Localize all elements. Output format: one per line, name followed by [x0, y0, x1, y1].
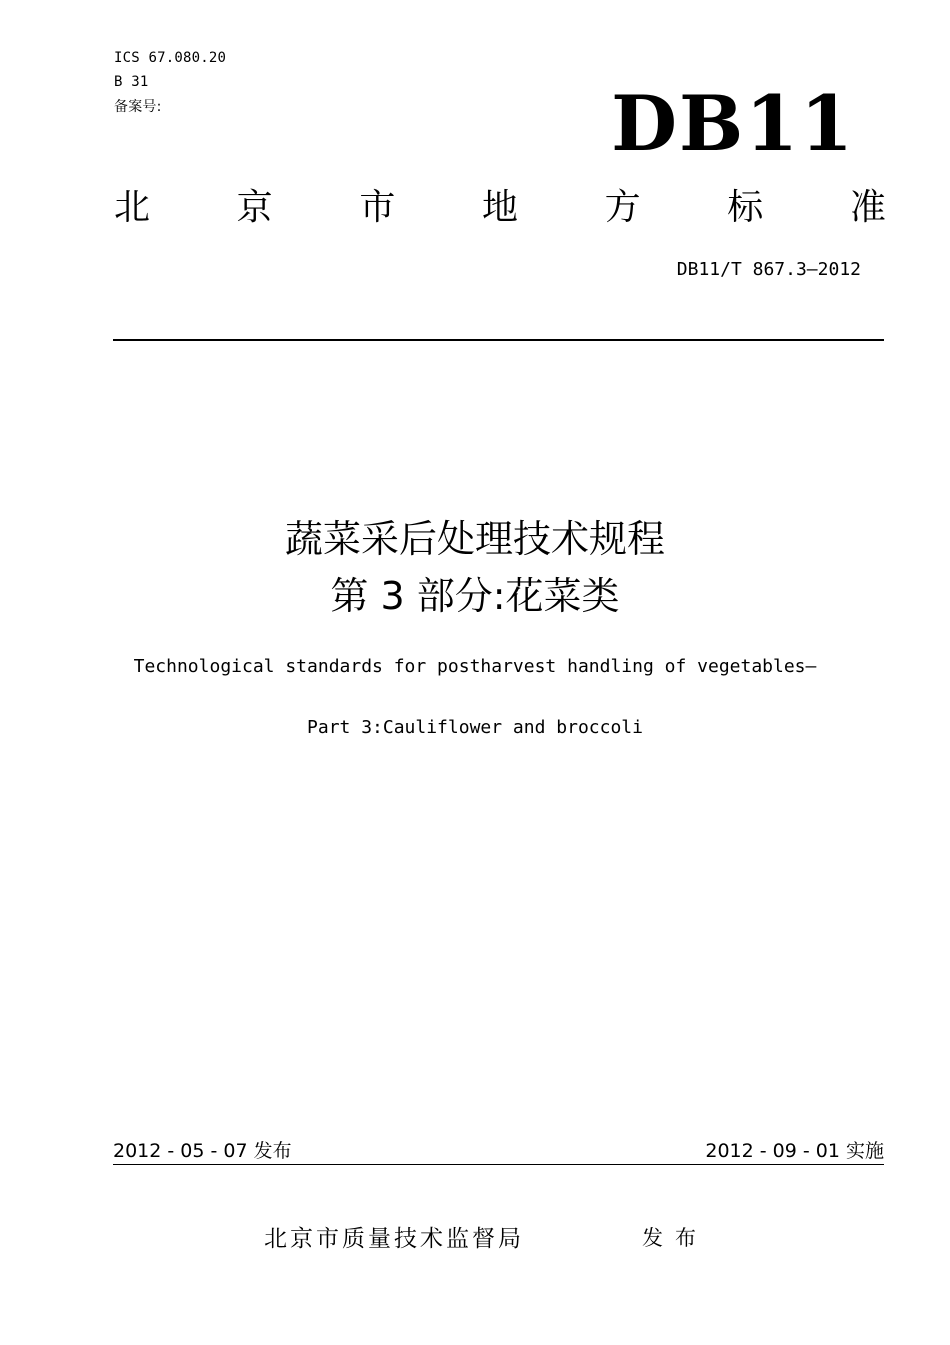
title-chinese-line-2: 第 3 部分:花菜类: [330, 574, 620, 618]
footer-divider: [113, 1164, 884, 1165]
title-chinese-line-1: 蔬菜采后处理技术规程: [284, 517, 665, 561]
header-divider: [113, 339, 884, 341]
ics-code: ICS 67.080.20: [114, 50, 227, 66]
issuing-authority: 北京市质量技术监督局: [264, 1226, 524, 1252]
standard-number: DB11/T 867.3—2012: [676, 259, 861, 280]
db11-logo: DB11: [611, 79, 855, 168]
standard-type-char: 方: [604, 187, 641, 228]
issuing-action: 发布: [642, 1226, 708, 1250]
standard-type-char: 北: [114, 187, 151, 228]
ccs-code: B 31: [114, 74, 149, 90]
standard-type-char: 京: [236, 187, 273, 228]
title-english-line-2: Part 3:Cauliflower and broccoli: [307, 717, 643, 738]
standard-type-char: 地: [481, 187, 518, 228]
standard-type-char: 市: [359, 187, 396, 228]
record-number-label: 备案号:: [114, 99, 162, 115]
implementation-date: 2012 - 09 - 01 实施: [705, 1140, 884, 1162]
standard-type-heading: [114, 186, 886, 230]
standard-type-char: 准: [849, 187, 886, 228]
issue-date: 2012 - 05 - 07 发布: [113, 1140, 292, 1162]
standard-type-char: 标: [727, 187, 764, 228]
title-english-line-1: Technological standards for postharvest handling of vegetables—: [133, 656, 817, 677]
